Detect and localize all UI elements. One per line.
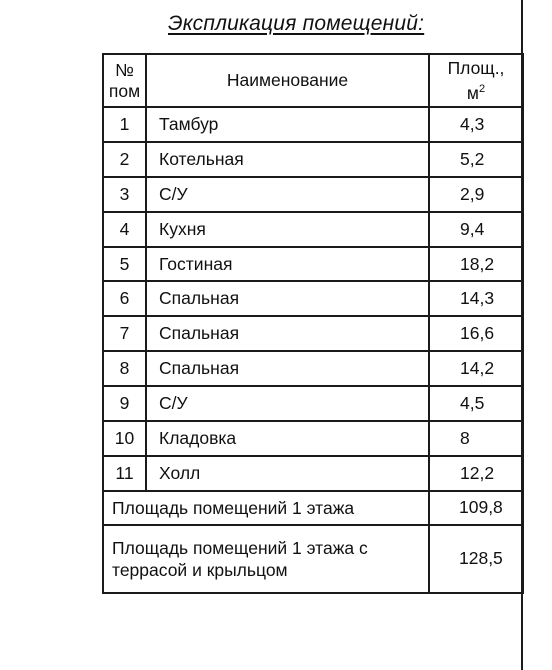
table-row: [103, 107, 523, 142]
room-name: Кухня: [146, 212, 429, 247]
room-area: 4,5: [429, 386, 523, 421]
table-header-row: [103, 54, 523, 107]
total-with-terrace-value: 128,5: [429, 525, 523, 593]
room-number: 1: [103, 107, 146, 142]
explication-table: [102, 53, 524, 594]
table-row: [103, 247, 523, 282]
table-row: [103, 281, 523, 316]
room-area: 5,2: [429, 142, 523, 177]
total-with-terrace-row: [103, 525, 523, 593]
room-name: Котельная: [146, 142, 429, 177]
total-floor-value: 109,8: [429, 491, 523, 525]
header-area: [429, 54, 523, 107]
page-title: Экспликация помещений:: [168, 12, 425, 35]
header-area-unit-sup: 2: [478, 82, 486, 95]
table-row: [103, 421, 523, 456]
room-area: 2,9: [429, 177, 523, 212]
room-number: 10: [103, 421, 146, 456]
total-floor-label: Площадь помещений 1 этажа: [103, 491, 429, 525]
room-area: 4,3: [429, 107, 523, 142]
total-with-terrace-label-line2: террасой и крыльцом: [112, 559, 288, 580]
room-area: 14,2: [429, 351, 523, 386]
table-row: [103, 316, 523, 351]
header-name: Наименование: [146, 54, 429, 107]
table-row: [103, 386, 523, 421]
table-row: [103, 456, 523, 491]
room-number: 7: [103, 316, 146, 351]
room-number: 4: [103, 212, 146, 247]
room-number: 9: [103, 386, 146, 421]
table-row: [103, 177, 523, 212]
table-row: [103, 351, 523, 386]
room-area: 9,4: [429, 212, 523, 247]
room-number: 2: [103, 142, 146, 177]
table-row: [103, 142, 523, 177]
total-with-terrace-label: [103, 525, 429, 593]
room-name: С/У: [146, 177, 429, 212]
room-area: 12,2: [429, 456, 523, 491]
total-with-terrace-label-line1: Площадь помещений 1 этажа с: [112, 537, 368, 558]
room-name: Спальная: [146, 281, 429, 316]
total-floor-row: [103, 491, 523, 525]
room-number: 3: [103, 177, 146, 212]
room-name: Спальная: [146, 351, 429, 386]
room-number: 6: [103, 281, 146, 316]
room-name: Кладовка: [146, 421, 429, 456]
header-number-line2: пом: [108, 80, 141, 101]
room-name: С/У: [146, 386, 429, 421]
room-number: 11: [103, 456, 146, 491]
room-name: Спальная: [146, 316, 429, 351]
room-name: Гостиная: [146, 247, 429, 282]
room-name: Тамбур: [146, 107, 429, 142]
header-number-line1: №: [115, 59, 134, 80]
room-name: Холл: [146, 456, 429, 491]
table-row: [103, 212, 523, 247]
header-number: [103, 54, 146, 107]
room-area: 18,2: [429, 247, 523, 282]
room-area: 14,3: [429, 281, 523, 316]
room-number: 5: [103, 247, 146, 282]
room-number: 8: [103, 351, 146, 386]
room-area: 8: [429, 421, 523, 456]
header-area-unit: м: [466, 82, 479, 103]
header-area-line1: Площ.,: [447, 57, 505, 78]
room-area: 16,6: [429, 316, 523, 351]
